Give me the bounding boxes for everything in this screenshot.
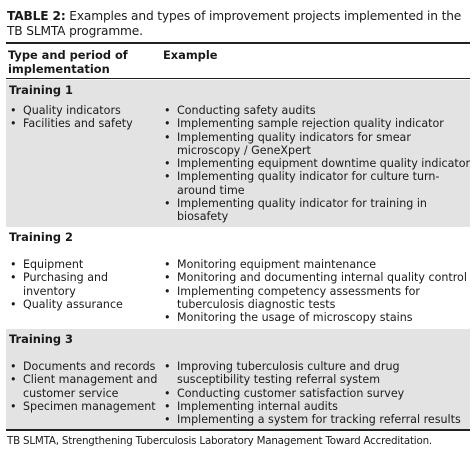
section-training-3 [6,329,470,429]
caption-label: TABLE 2: [7,9,66,23]
table-caption [7,9,469,39]
list-item: • Implementing sample rejection quality indicator [164,117,444,131]
list-item: • Conducting safety audits [164,104,316,117]
header-example: Example [163,48,218,62]
section-training-2 [6,227,470,329]
bottom-rule [6,429,470,431]
list-item: • Conducting customer satisfaction survey [164,386,405,400]
list-item: • Monitoring and documenting internal quality control [164,271,467,285]
list-item: • Quality assurance [10,297,123,311]
section-training-1 [6,80,470,227]
list-item: • Implementing quality indicator for training in biosafety [164,197,427,224]
example-list [163,360,471,426]
section-title: Training 2 [9,230,73,244]
section-title: Training 1 [9,83,73,97]
list-item: • Implementing competency assessments for tuberculosis diagnostic tests [164,284,420,311]
list-item: • Implementing a system for tracking referral results [164,413,461,427]
table-footnote: TB SLMTA, Strengthening Tuberculosis Laboratory Management Toward Accreditation. [7,435,432,447]
list-item: • Specimen management [10,399,156,413]
header-rule [6,78,470,79]
list-item: • Equipment [10,258,84,271]
example-list [163,258,471,324]
list-item: • Implementing quality indicators for smear microscopy / GeneXpert [164,130,411,157]
type-list [9,258,161,311]
caption-text: Examples and types of improvement projects implemented in the TB SLMTA programme. [7,9,462,38]
section-title: Training 3 [9,332,73,346]
top-rule [6,42,470,44]
example-list [163,104,471,224]
list-item: • Documents and records [10,360,156,373]
list-item: • Facilities and safety [10,117,133,131]
type-list [9,104,161,131]
type-list [9,360,161,413]
list-item: • Implementing quality indicator for culture turn-around time [164,170,440,197]
list-item: • Improving tuberculosis culture and drug susceptibility testing referral system [164,360,400,387]
header-type-period: Type and period of implementation [8,48,128,76]
list-item: • Quality indicators [10,104,121,117]
list-item: • Implementing equipment downtime quality indicator [164,157,471,171]
list-item: • Monitoring equipment maintenance [164,258,377,271]
list-item: • Implementing internal audits [164,399,338,413]
list-item: • Client management and customer service [10,373,158,400]
list-item: • Purchasing and inventory [10,271,109,298]
list-item: • Monitoring the usage of microscopy stains [164,311,413,325]
